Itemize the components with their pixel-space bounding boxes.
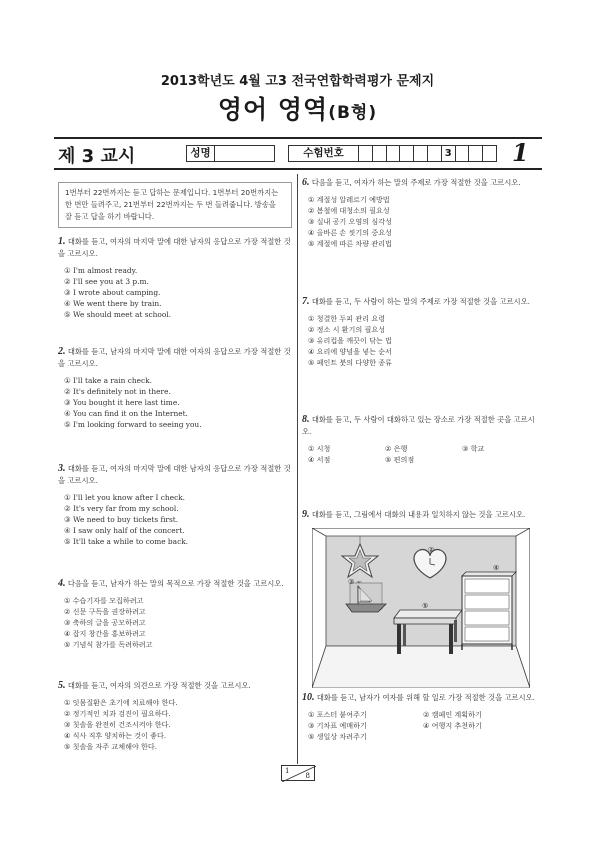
choice-option[interactable]: ③ 실내 공기 오염의 심각성 xyxy=(308,217,392,226)
question-number: 8. xyxy=(302,414,310,425)
id-digit-cell[interactable]: 3 xyxy=(442,146,456,161)
choice-option[interactable]: ③ 축하의 글을 공모하려고 xyxy=(64,618,146,627)
choice-option[interactable]: ⑤ We should meet at school. xyxy=(64,310,172,319)
column-divider xyxy=(297,174,298,764)
id-digit-cell[interactable] xyxy=(414,146,428,161)
choice-option[interactable]: ③ 기차표 예매하기 xyxy=(308,721,367,730)
choice-option[interactable]: ⑤ 생일상 차려주기 xyxy=(308,732,367,741)
question-text: 대화를 듣고, 여자의 의견으로 가장 적절한 것을 고르시오. xyxy=(67,681,251,690)
question-number: 10. xyxy=(302,692,315,703)
title-suffix: (B형) xyxy=(328,103,378,123)
header-rule-top xyxy=(54,137,542,139)
choice-list xyxy=(58,697,294,752)
figure-label-2: ② xyxy=(428,546,435,554)
choice-option[interactable]: ① I'll take a rain check. xyxy=(64,376,152,385)
exam-id-field[interactable] xyxy=(288,145,497,162)
choice-option[interactable]: ② 정소 시 환기의 필요성 xyxy=(308,325,386,334)
listening-notice: 1번부터 22번까지는 듣고 답하는 문제입니다. 1번부터 20번까지는 한 번만 들려주고, 21번부터 22번까지는 두 번 들려줍니다. 방송을 잘 듣고 답을 하기 바랍니다. xyxy=(58,182,292,228)
choice-list xyxy=(58,265,294,320)
choice-option[interactable]: ③ You bought it here last time. xyxy=(64,398,180,407)
choice-option[interactable]: ⑤ I'm looking forward to seeing you. xyxy=(64,420,202,429)
question-8 xyxy=(302,414,538,465)
question-text: 대화를 듣고, 남자의 마지막 말에 대한 여자의 응답으로 가장 적절한 것을 고르시오. xyxy=(58,347,291,368)
id-digit-cell[interactable] xyxy=(483,146,496,161)
question-stem xyxy=(58,236,294,260)
choice-option[interactable]: ② 신문 구독을 권장하려고 xyxy=(64,607,146,616)
name-input-area[interactable] xyxy=(215,146,274,161)
question-7 xyxy=(302,296,538,368)
question-number: 1. xyxy=(58,236,66,247)
exam-subtitle: 2013학년도 4월 고3 전국연합학력평가 문제지 xyxy=(160,74,435,89)
choice-option[interactable]: ② 정기적인 치과 검진이 필요하다. xyxy=(64,709,171,718)
choice-option[interactable]: ① 계절성 알레르기 예방법 xyxy=(308,195,390,204)
page-counter xyxy=(281,765,315,781)
choice-option[interactable]: ① 시청 xyxy=(308,444,331,453)
dresser xyxy=(462,572,516,650)
choice-option[interactable]: ① 포스터 붙여주기 xyxy=(308,710,367,719)
choice-option[interactable]: ④ We went there by train. xyxy=(64,299,162,308)
choice-list xyxy=(58,375,294,430)
figure-label-5: ⑤ xyxy=(422,602,429,610)
choice-option[interactable]: ③ 학교 xyxy=(462,444,485,453)
choice-option[interactable]: ① 잇몸질환은 초기에 치료해야 한다. xyxy=(64,698,178,707)
question-text: 대화를 듣고, 두 사람이 대화하고 있는 장소로 가장 적절한 곳을 고르시오. xyxy=(302,415,535,436)
question-stem xyxy=(58,463,294,487)
choice-option[interactable]: ⑤ 칫솔을 자주 교체해야 한다. xyxy=(64,742,158,751)
choice-option[interactable]: ④ 올바른 손 씻기의 중요성 xyxy=(308,228,392,237)
choice-list xyxy=(58,492,294,547)
choice-option[interactable]: ⑤ 페인트 붓의 다양한 종류 xyxy=(308,358,392,367)
figure-label-3: ③ xyxy=(348,578,355,586)
choice-list xyxy=(302,313,538,368)
question-number: 7. xyxy=(302,296,310,307)
choice-option[interactable]: ③ 유리컵을 깨끗이 닦는 법 xyxy=(308,336,392,345)
question-number: 3. xyxy=(58,463,66,474)
question-2 xyxy=(58,346,294,430)
id-digit-cell[interactable] xyxy=(400,146,414,161)
id-digit-cell[interactable] xyxy=(373,146,387,161)
question-10 xyxy=(302,692,538,742)
choice-option[interactable]: ② It's definitely not in there. xyxy=(64,387,171,396)
choice-option[interactable]: ④ You can find it on the Internet. xyxy=(64,409,188,418)
total-pages: 8 xyxy=(305,772,310,780)
choice-option[interactable]: ⑤ 기념식 참가를 독려하려고 xyxy=(64,640,153,649)
question-text: 대화를 듣고, 여자의 마지막 말에 대한 남자의 응답으로 가장 적절한 것을 고르시오. xyxy=(58,237,291,258)
choice-option[interactable]: ③ 칫솔을 완전히 건조시켜야 한다. xyxy=(64,720,171,729)
period-label: 제 3 교시 xyxy=(58,146,136,167)
choice-option[interactable]: ⑤ It'll take a while to come back. xyxy=(64,537,189,546)
question-stem xyxy=(302,509,538,521)
exam-id-label: 수험번호 xyxy=(289,146,359,161)
choice-option[interactable]: ④ 요리에 양념을 넣는 순서 xyxy=(308,347,392,356)
choice-list xyxy=(302,443,538,465)
question-number: 9. xyxy=(302,509,310,520)
choice-option[interactable]: ⑤ 계절에 따른 차량 관리법 xyxy=(308,239,392,248)
question-stem xyxy=(302,296,538,308)
name-label: 성명 xyxy=(187,146,215,161)
room-illustration xyxy=(312,528,530,688)
current-page: 1 xyxy=(285,767,290,775)
id-digit-cell[interactable] xyxy=(359,146,373,161)
choice-option[interactable]: ② 은행 xyxy=(385,444,408,453)
question-6 xyxy=(302,177,538,249)
choice-option[interactable]: ② I'll see you at 3 p.m. xyxy=(64,277,149,286)
question-stem xyxy=(58,680,294,692)
choice-option[interactable]: ④ I saw only half of the concert. xyxy=(64,526,185,535)
ship-picture xyxy=(346,583,386,612)
page-number: 1 xyxy=(512,138,529,167)
figure-label-4: ④ xyxy=(493,564,500,572)
question-1 xyxy=(58,236,294,320)
choice-option[interactable]: ⑤ 편의점 xyxy=(385,455,415,464)
choice-list xyxy=(302,709,538,742)
choice-option[interactable]: ② 봄철에 대청소의 필요성 xyxy=(308,206,390,215)
question-3 xyxy=(58,463,294,547)
choice-list xyxy=(58,595,294,650)
question-number: 5. xyxy=(58,680,66,691)
choice-option[interactable]: ① 청결한 두피 관리 요령 xyxy=(308,314,386,323)
id-digit-cell[interactable] xyxy=(387,146,401,161)
exam-title xyxy=(0,90,595,126)
title-text: 영어 영역 xyxy=(217,95,329,124)
question-text: 대화를 듣고, 그림에서 대화의 내용과 일치하지 않는 것을 고르시오. xyxy=(311,510,526,519)
question-number: 2. xyxy=(58,346,66,357)
question-text: 다음을 듣고, 남자가 하는 말의 목적으로 가장 적절한 것을 고르시오. xyxy=(67,579,284,588)
question-text: 대화를 듣고, 두 사람이 하는 말의 주제로 가장 적절한 것을 고르시오. xyxy=(311,297,530,306)
question-text: 대화를 듣고, 남자가 여자를 위해 할 일로 가장 적절한 것을 고르시오. xyxy=(316,693,535,702)
question-5 xyxy=(58,680,294,752)
header-rule-bottom xyxy=(54,168,542,170)
question-text: 대화를 듣고, 여자의 마지막 말에 대한 남자의 응답으로 가장 적절한 것을 고르시오. xyxy=(58,464,291,485)
question-stem xyxy=(58,578,294,590)
question-stem xyxy=(58,346,294,370)
id-digit-cell[interactable] xyxy=(469,146,483,161)
choice-option[interactable]: ④ 잡지 창간을 홍보하려고 xyxy=(64,629,146,638)
choice-option[interactable]: ④ 식사 직후 양치하는 것이 좋다. xyxy=(64,731,167,740)
choice-option[interactable]: ③ I wrote about camping. xyxy=(64,288,161,297)
choice-list xyxy=(302,194,538,249)
question-stem xyxy=(302,692,538,704)
choice-option[interactable]: ① I'm almost ready. xyxy=(64,266,138,275)
question-4 xyxy=(58,578,294,650)
choice-option[interactable]: ① 수습기자를 모집하려고 xyxy=(64,596,144,605)
question-9 xyxy=(302,509,538,521)
choice-option[interactable]: ③ We need to buy tickets first. xyxy=(64,515,179,524)
question-stem xyxy=(302,414,538,438)
question-text: 다음을 듣고, 여자가 하는 말의 주제로 가장 적절한 것을 고르시오. xyxy=(311,178,521,187)
id-digit-cell[interactable] xyxy=(428,146,442,161)
choice-option[interactable]: ④ 여행지 추천하기 xyxy=(423,721,482,730)
question-number: 4. xyxy=(58,578,66,589)
name-field[interactable] xyxy=(186,145,275,162)
choice-option[interactable]: ① I'll let you know after I check. xyxy=(64,493,186,502)
id-digit-cell[interactable] xyxy=(456,146,470,161)
question-number: 6. xyxy=(302,177,310,188)
question-stem xyxy=(302,177,538,189)
choice-option[interactable]: ④ 서점 xyxy=(308,455,331,464)
choice-option[interactable]: ② 캠페인 계획하기 xyxy=(423,710,482,719)
choice-option[interactable]: ② It's very far from my school. xyxy=(64,504,179,513)
